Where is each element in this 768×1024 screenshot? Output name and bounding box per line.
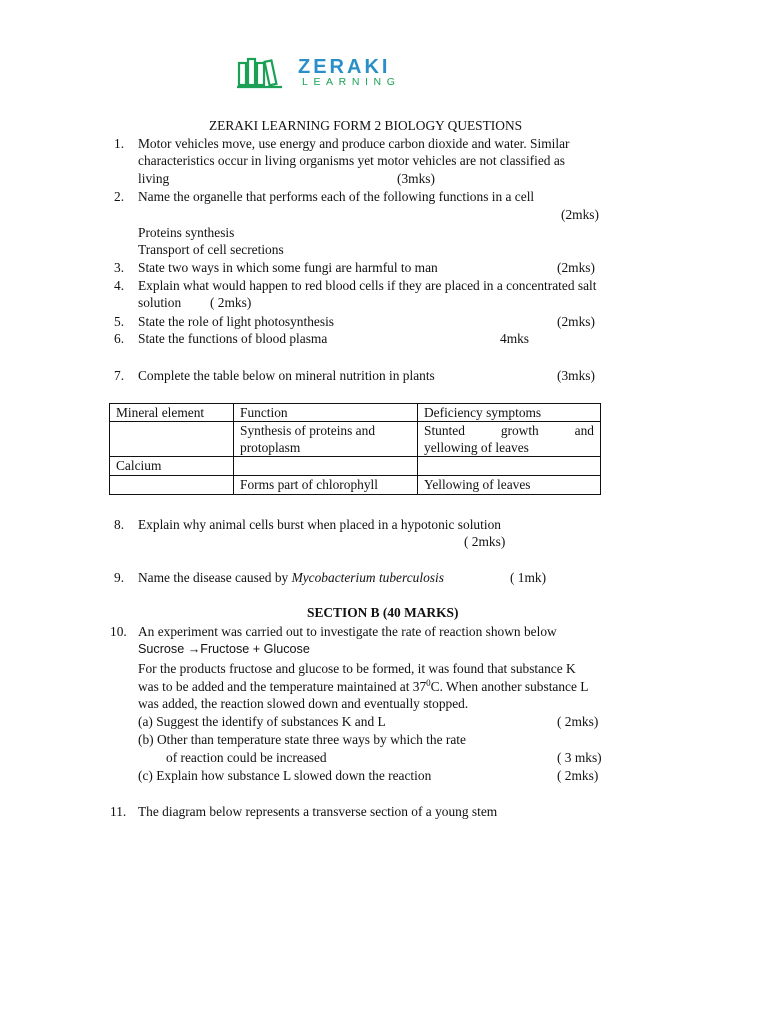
q11-number: 11. bbox=[110, 804, 127, 819]
symptom-word: growth bbox=[500, 423, 539, 438]
q6-text: State the functions of blood plasma bbox=[138, 331, 328, 346]
cell-symptom bbox=[418, 457, 601, 476]
q2-number: 2. bbox=[114, 189, 125, 204]
books-icon bbox=[236, 56, 292, 90]
q2-marks: (2mks) bbox=[561, 207, 599, 222]
cell-symptom bbox=[418, 422, 601, 457]
cell-function-line2: protoplasm bbox=[240, 440, 301, 455]
q8-text: Explain why animal cells burst when placed in a hypotonic solution bbox=[138, 517, 501, 532]
section-b-heading: SECTION B (40 MARKS) bbox=[307, 605, 459, 620]
cell-function-line1: Synthesis of proteins and bbox=[240, 423, 376, 438]
symptom-word: and bbox=[574, 423, 594, 438]
zeraki-logo bbox=[236, 56, 436, 92]
cell-mineral bbox=[110, 422, 234, 457]
q8-marks: ( 2mks) bbox=[464, 534, 506, 549]
q4-line1: Explain what would happen to red blood cells if they are placed in a concentrated salt bbox=[138, 278, 597, 293]
q10-part-a-marks: ( 2mks) bbox=[557, 714, 599, 729]
q1-line1: Motor vehicles move, use energy and produce carbon dioxide and water. Similar bbox=[138, 136, 570, 151]
q11-text: The diagram below represents a transverse section of a young stem bbox=[138, 804, 498, 819]
q1-marks: (3mks) bbox=[397, 171, 435, 186]
q4-line2: solution bbox=[138, 295, 182, 310]
cell-symptom: Yellowing of leaves bbox=[418, 476, 601, 495]
q1-line3: living bbox=[138, 171, 170, 186]
q10-equation: Sucrose →Fructose + Glucose bbox=[138, 642, 310, 656]
q2-item2: Transport of cell secretions bbox=[138, 242, 284, 257]
q7-number: 7. bbox=[114, 368, 125, 383]
mineral-nutrition-table bbox=[109, 403, 601, 495]
cell-function: Forms part of chlorophyll bbox=[234, 476, 418, 495]
q2-item1: Proteins synthesis bbox=[138, 225, 235, 240]
q10-line3 bbox=[138, 678, 588, 695]
q1-line2: characteristics occur in living organisms yet motor vehicles are not classified as bbox=[138, 153, 566, 168]
q4-marks: ( 2mks) bbox=[210, 295, 252, 310]
q8-number: 8. bbox=[114, 517, 125, 532]
q10-part-b-line2: of reaction could be increased bbox=[166, 750, 327, 765]
q3-marks: (2mks) bbox=[557, 260, 595, 275]
q10-degree: 0 bbox=[426, 678, 431, 688]
q10-part-b-line1: (b) Other than temperature state three ways by which the rate bbox=[138, 732, 466, 747]
q10-line3-post: C. When another substance L bbox=[430, 679, 589, 694]
logo-name: ZERAKI bbox=[298, 56, 391, 78]
cell-mineral: Calcium bbox=[110, 457, 234, 476]
cell-symptom-line1 bbox=[424, 422, 594, 439]
q3-text: State two ways in which some fungi are harmful to man bbox=[138, 260, 438, 275]
q6-number: 6. bbox=[114, 331, 125, 346]
cell-function bbox=[234, 457, 418, 476]
q5-marks: (2mks) bbox=[557, 314, 595, 329]
q9-organism: Mycobacterium tuberculosis bbox=[291, 570, 444, 585]
q5-text: State the role of light photosynthesis bbox=[138, 314, 335, 329]
q10-part-b-marks: ( 3 mks) bbox=[557, 750, 602, 765]
q6-marks: 4mks bbox=[500, 331, 530, 346]
q5-number: 5. bbox=[114, 314, 125, 329]
symptom-word: Stunted bbox=[424, 423, 465, 438]
cell-mineral bbox=[110, 476, 234, 495]
table-row bbox=[110, 422, 601, 457]
q2-line1: Name the organelle that performs each of the following functions in a cell bbox=[138, 189, 535, 204]
cell-symptom-line2: yellowing of leaves bbox=[424, 440, 529, 455]
header-deficiency-symptoms: Deficiency symptoms bbox=[418, 404, 601, 422]
header-function: Function bbox=[234, 404, 418, 422]
q10-number: 10. bbox=[110, 624, 127, 639]
q4-number: 4. bbox=[114, 278, 125, 293]
q9-text bbox=[138, 569, 444, 586]
q10-line2: For the products fructose and glucose to be formed, it was found that substance K bbox=[138, 661, 576, 676]
header-mineral-element: Mineral element bbox=[110, 404, 234, 422]
q9-number: 9. bbox=[114, 570, 125, 585]
q10-part-c-marks: ( 2mks) bbox=[557, 768, 599, 783]
q9-marks: ( 1mk) bbox=[510, 570, 547, 585]
q10-line3-pre: was to be added and the temperature maintained at 37 bbox=[138, 679, 427, 694]
cell-function bbox=[234, 422, 418, 457]
q1-number: 1. bbox=[114, 136, 125, 151]
q10-part-a: (a) Suggest the identify of substances K and L bbox=[138, 714, 386, 729]
table-header-row bbox=[110, 404, 601, 422]
q3-number: 3. bbox=[114, 260, 125, 275]
q7-marks: (3mks) bbox=[557, 368, 595, 383]
q10-line1: An experiment was carried out to investigate the rate of reaction shown below bbox=[138, 624, 557, 639]
q10-line4: was added, the reaction slowed down and eventually stopped. bbox=[138, 696, 469, 711]
q10-part-c: (c) Explain how substance L slowed down the reaction bbox=[138, 768, 432, 783]
logo-subtitle: LEARNING bbox=[302, 76, 401, 88]
table-row bbox=[110, 457, 601, 476]
q9-text-pre: Name the disease caused by bbox=[138, 570, 292, 585]
table-row bbox=[110, 476, 601, 495]
document-title: ZERAKI LEARNING FORM 2 BIOLOGY QUESTIONS bbox=[209, 118, 523, 133]
q7-text: Complete the table below on mineral nutrition in plants bbox=[138, 368, 435, 383]
